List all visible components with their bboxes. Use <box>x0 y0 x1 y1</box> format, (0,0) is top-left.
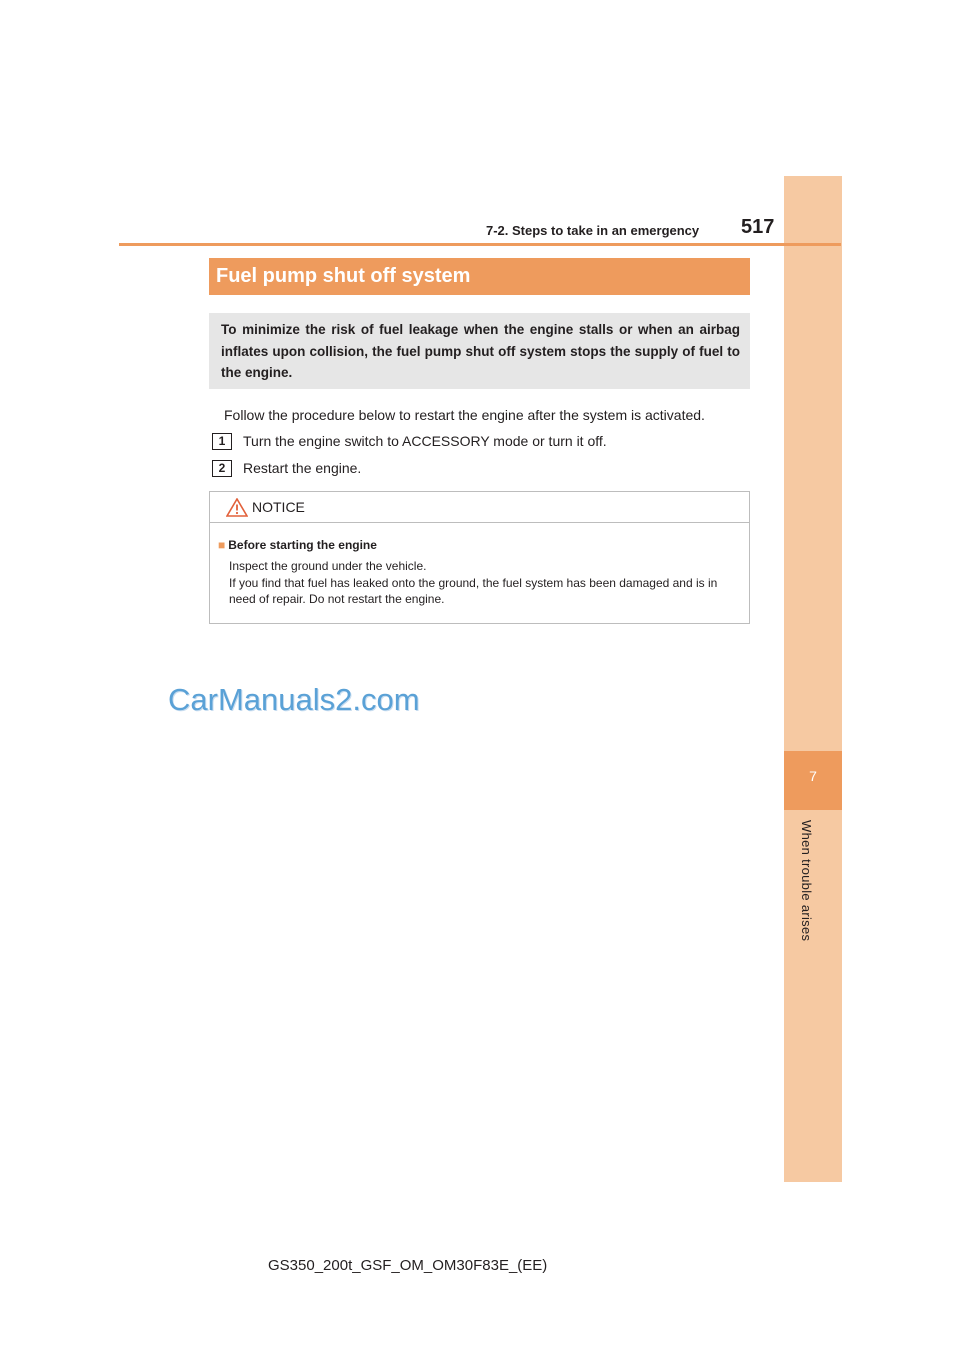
page-title: Fuel pump shut off system <box>209 258 750 295</box>
notice-box <box>209 491 750 624</box>
chapter-number: 7 <box>784 751 842 810</box>
step-text: Turn the engine switch to ACCESSORY mode or turn it off. <box>243 433 607 449</box>
notice-text <box>229 558 739 608</box>
step-item <box>212 460 361 477</box>
square-bullet-icon: ■ <box>218 538 226 552</box>
footer-doc-code: GS350_200t_GSF_OM_OM30F83E_(EE) <box>268 1257 548 1274</box>
step-number-badge: 2 <box>212 460 232 477</box>
step-number-badge: 1 <box>212 433 232 450</box>
notice-line: Inspect the ground under the vehicle. <box>229 559 427 573</box>
lead-paragraph: Follow the procedure below to restart the engine after the system is activated. <box>224 407 705 423</box>
intro-box <box>209 313 750 389</box>
notice-heading: Before starting the engine <box>228 538 377 552</box>
notice-body <box>210 523 749 608</box>
chapter-side-tab <box>784 176 842 1182</box>
warning-triangle-icon <box>226 498 248 517</box>
notice-heading-line <box>218 536 739 554</box>
page-number: 517 <box>741 216 775 238</box>
step-item <box>212 433 607 450</box>
watermark: CarManuals2.com <box>168 682 420 717</box>
chapter-label: When trouble arises <box>799 820 814 942</box>
section-title: 7-2. Steps to take in an emergency <box>486 223 700 238</box>
notice-header <box>210 492 749 523</box>
step-text: Restart the engine. <box>243 460 362 476</box>
notice-label: NOTICE <box>252 499 305 515</box>
intro-text: To minimize the risk of fuel leakage when the engine stalls or when an airbag inflates upon collision, the fuel pump shut off system stops the supply of fuel to the engine. <box>221 322 740 380</box>
header-rule <box>119 243 841 246</box>
notice-line: If you find that fuel has leaked onto the ground, the fuel system has been damaged and is in need of repair. Do not restart the engine. <box>229 575 718 606</box>
